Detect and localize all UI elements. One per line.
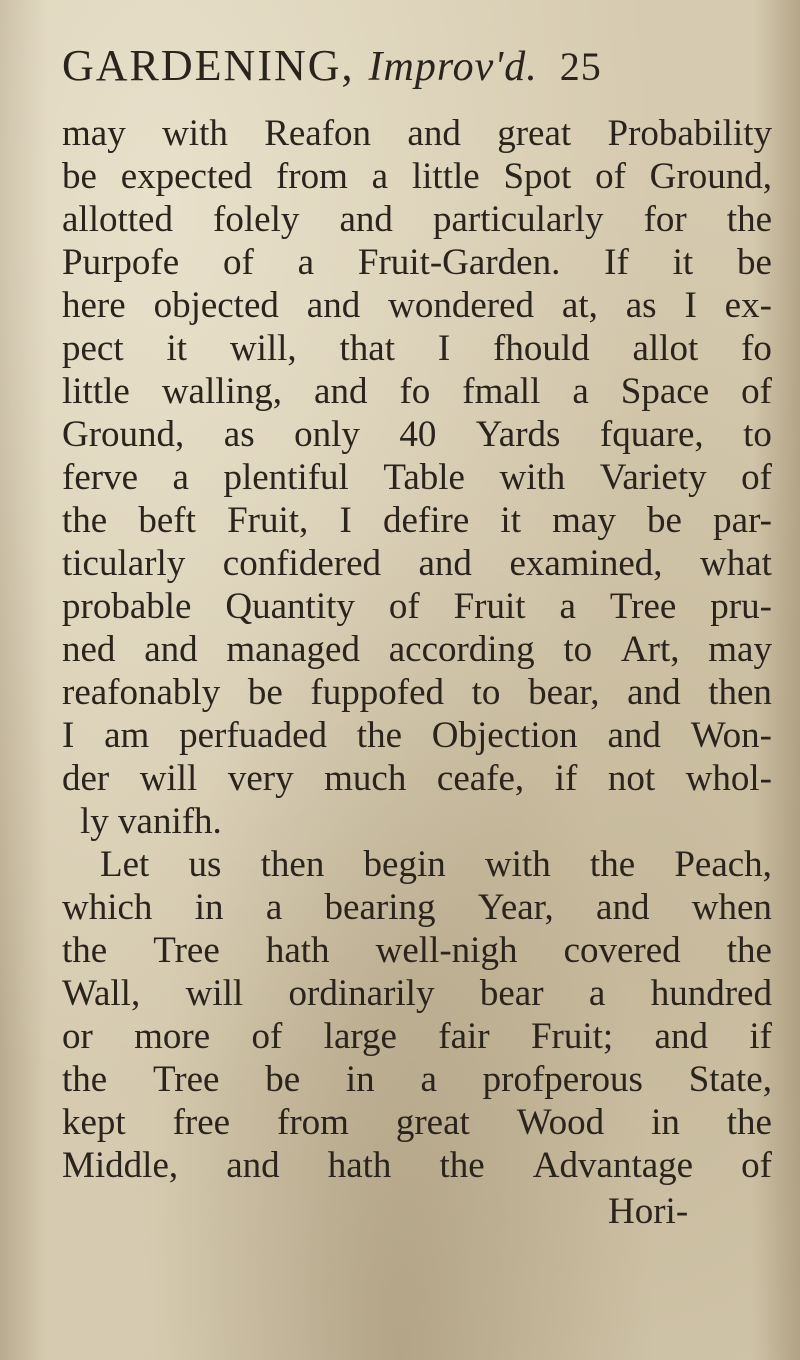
text-line: may with Reafon and great Probability: [62, 113, 772, 154]
body-text: [62, 112, 772, 1187]
text-line: reafonably be fuppofed to bear, and then: [62, 672, 772, 713]
text-line: ned and managed according to Art, may: [62, 629, 772, 670]
text-line: allotted folely and particularly for the: [62, 199, 772, 240]
text-line: pect it will, that I fhould allot fo: [62, 328, 772, 369]
running-head-subtitle: Improv'd.: [368, 44, 538, 90]
running-head: [62, 40, 760, 100]
text-line: Middle, and hath the Advantage of: [62, 1145, 772, 1186]
running-head-title: GARDENING,: [62, 41, 355, 90]
text-line: I am perfuaded the Objection and Won-: [62, 715, 772, 756]
text-line: kept free from great Wood in the: [62, 1102, 772, 1143]
catchword: Hori-: [608, 1191, 689, 1232]
text-line: der will very much ceafe, if not whol-: [62, 758, 772, 799]
text-line: probable Quantity of Fruit a Tree pru-: [62, 586, 772, 627]
text-line-paragraph-end: ly vanifh.: [80, 801, 222, 842]
text-line: ticularly confidered and examined, what: [62, 543, 772, 584]
text-line: Wall, will ordinarily bear a hundred: [62, 973, 772, 1014]
text-line-paragraph-start: Let us then begin with the Peach,: [100, 844, 772, 885]
text-line: ferve a plentiful Table with Variety of: [62, 457, 772, 498]
text-line: the beft Fruit, I defire it may be par-: [62, 500, 772, 541]
text-line: which in a bearing Year, and when: [62, 887, 772, 928]
text-line: little walling, and fo fmall a Space of: [62, 371, 772, 412]
page-number: 25: [559, 44, 602, 89]
text-line: the Tree hath well-nigh covered the: [62, 930, 772, 971]
text-line: be expected from a little Spot of Ground,: [62, 156, 772, 197]
text-line: Purpofe of a Fruit-Garden. If it be: [62, 242, 772, 283]
text-line: the Tree be in a profperous State,: [62, 1059, 772, 1100]
text-line: or more of large fair Fruit; and if: [62, 1016, 772, 1057]
text-line: Ground, as only 40 Yards fquare, to: [62, 414, 772, 455]
text-line: here objected and wondered at, as I ex-: [62, 285, 772, 326]
